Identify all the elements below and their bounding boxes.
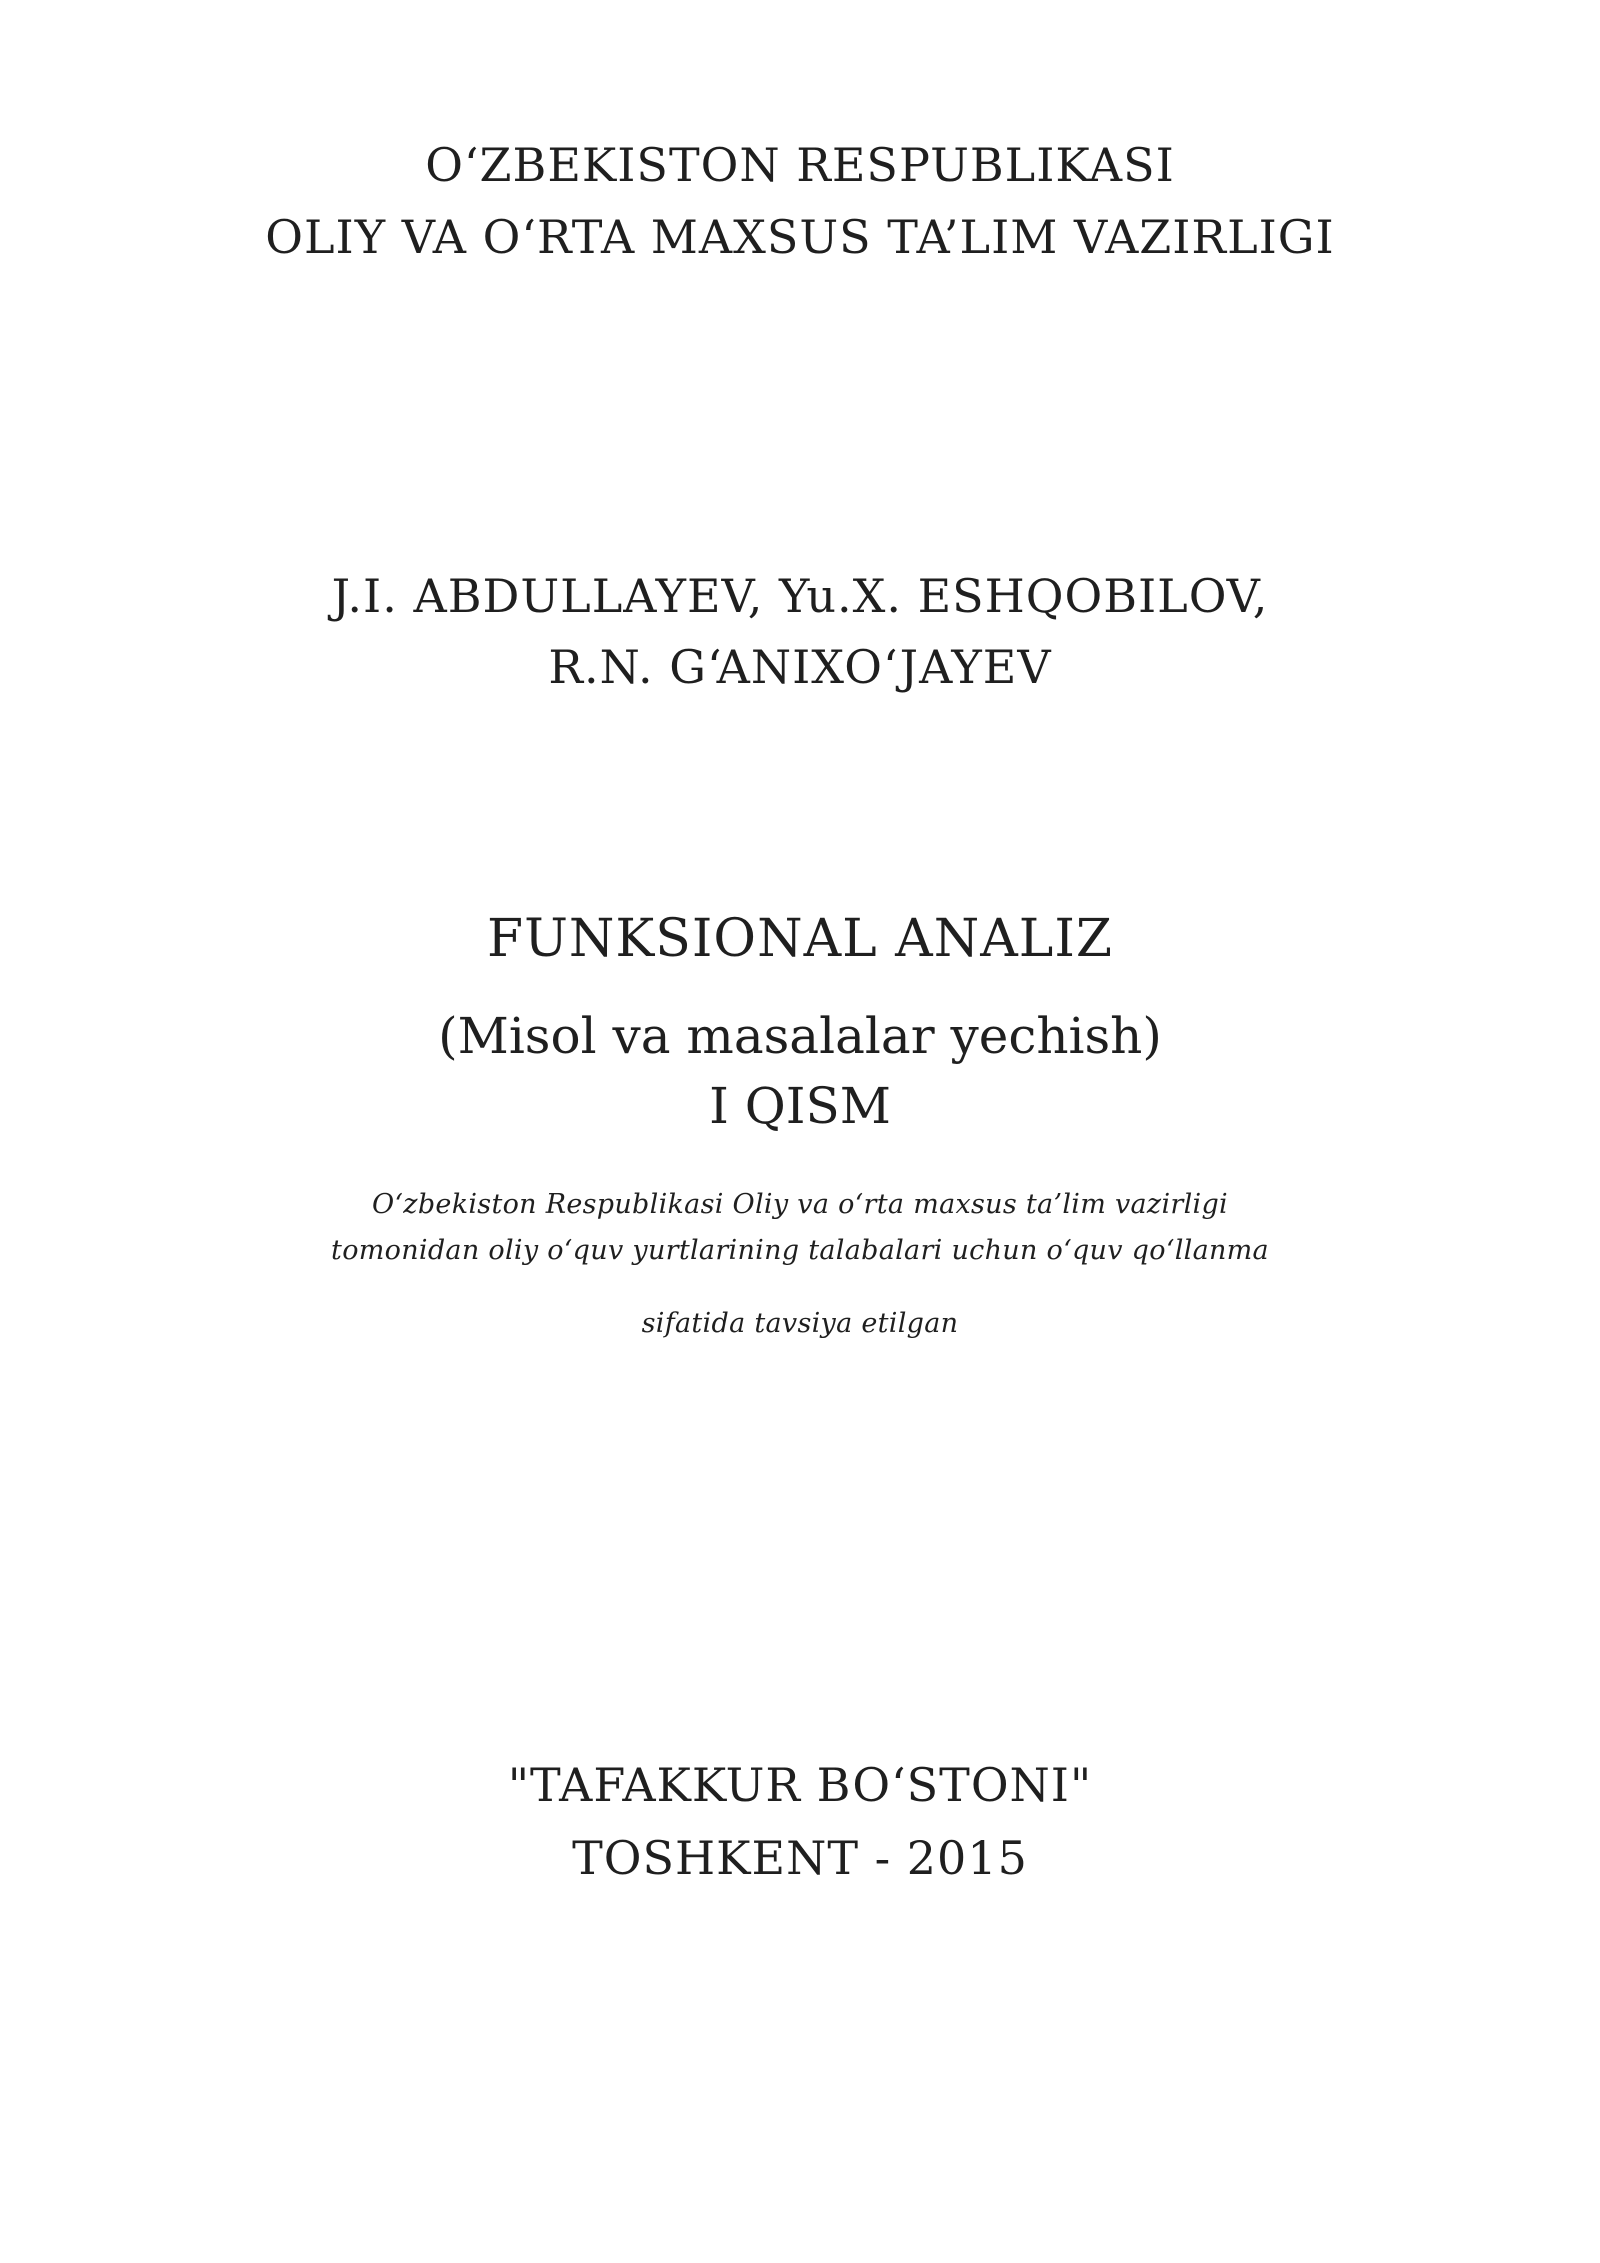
authors-line-2: R.N. G‘ANIXO‘JAYEV (548, 640, 1052, 694)
ministry-heading-line-2: OLIY VA O‘RTA MAXSUS TA’LIM VAZIRLIGI (265, 210, 1335, 264)
publisher-name: "TAFAKKUR BO‘STONI" (507, 1758, 1093, 1812)
book-title: FUNKSIONAL ANALIZ (487, 909, 1113, 969)
recommendation-line-2: tomonidan oliy o‘quv yurtlarining talabalari uchun o‘quv qo‘llanma (331, 1235, 1269, 1266)
book-part: I QISM (709, 1077, 891, 1135)
recommendation-line-3: sifatida tavsiya etilgan (641, 1308, 959, 1339)
authors-line-1: J.I. ABDULLAYEV, Yu.X. ESHQOBILOV, (331, 569, 1269, 623)
recommendation-line-1: O‘zbekiston Respublikasi Oliy va o‘rta maxsus ta’lim vazirligi (371, 1189, 1228, 1220)
ministry-heading-line-1: O‘ZBEKISTON RESPUBLIKASI (425, 138, 1175, 192)
publisher-city-year: TOSHKENT - 2015 (572, 1831, 1028, 1885)
book-subtitle: (Misol va masalalar yechish) (438, 1007, 1162, 1065)
